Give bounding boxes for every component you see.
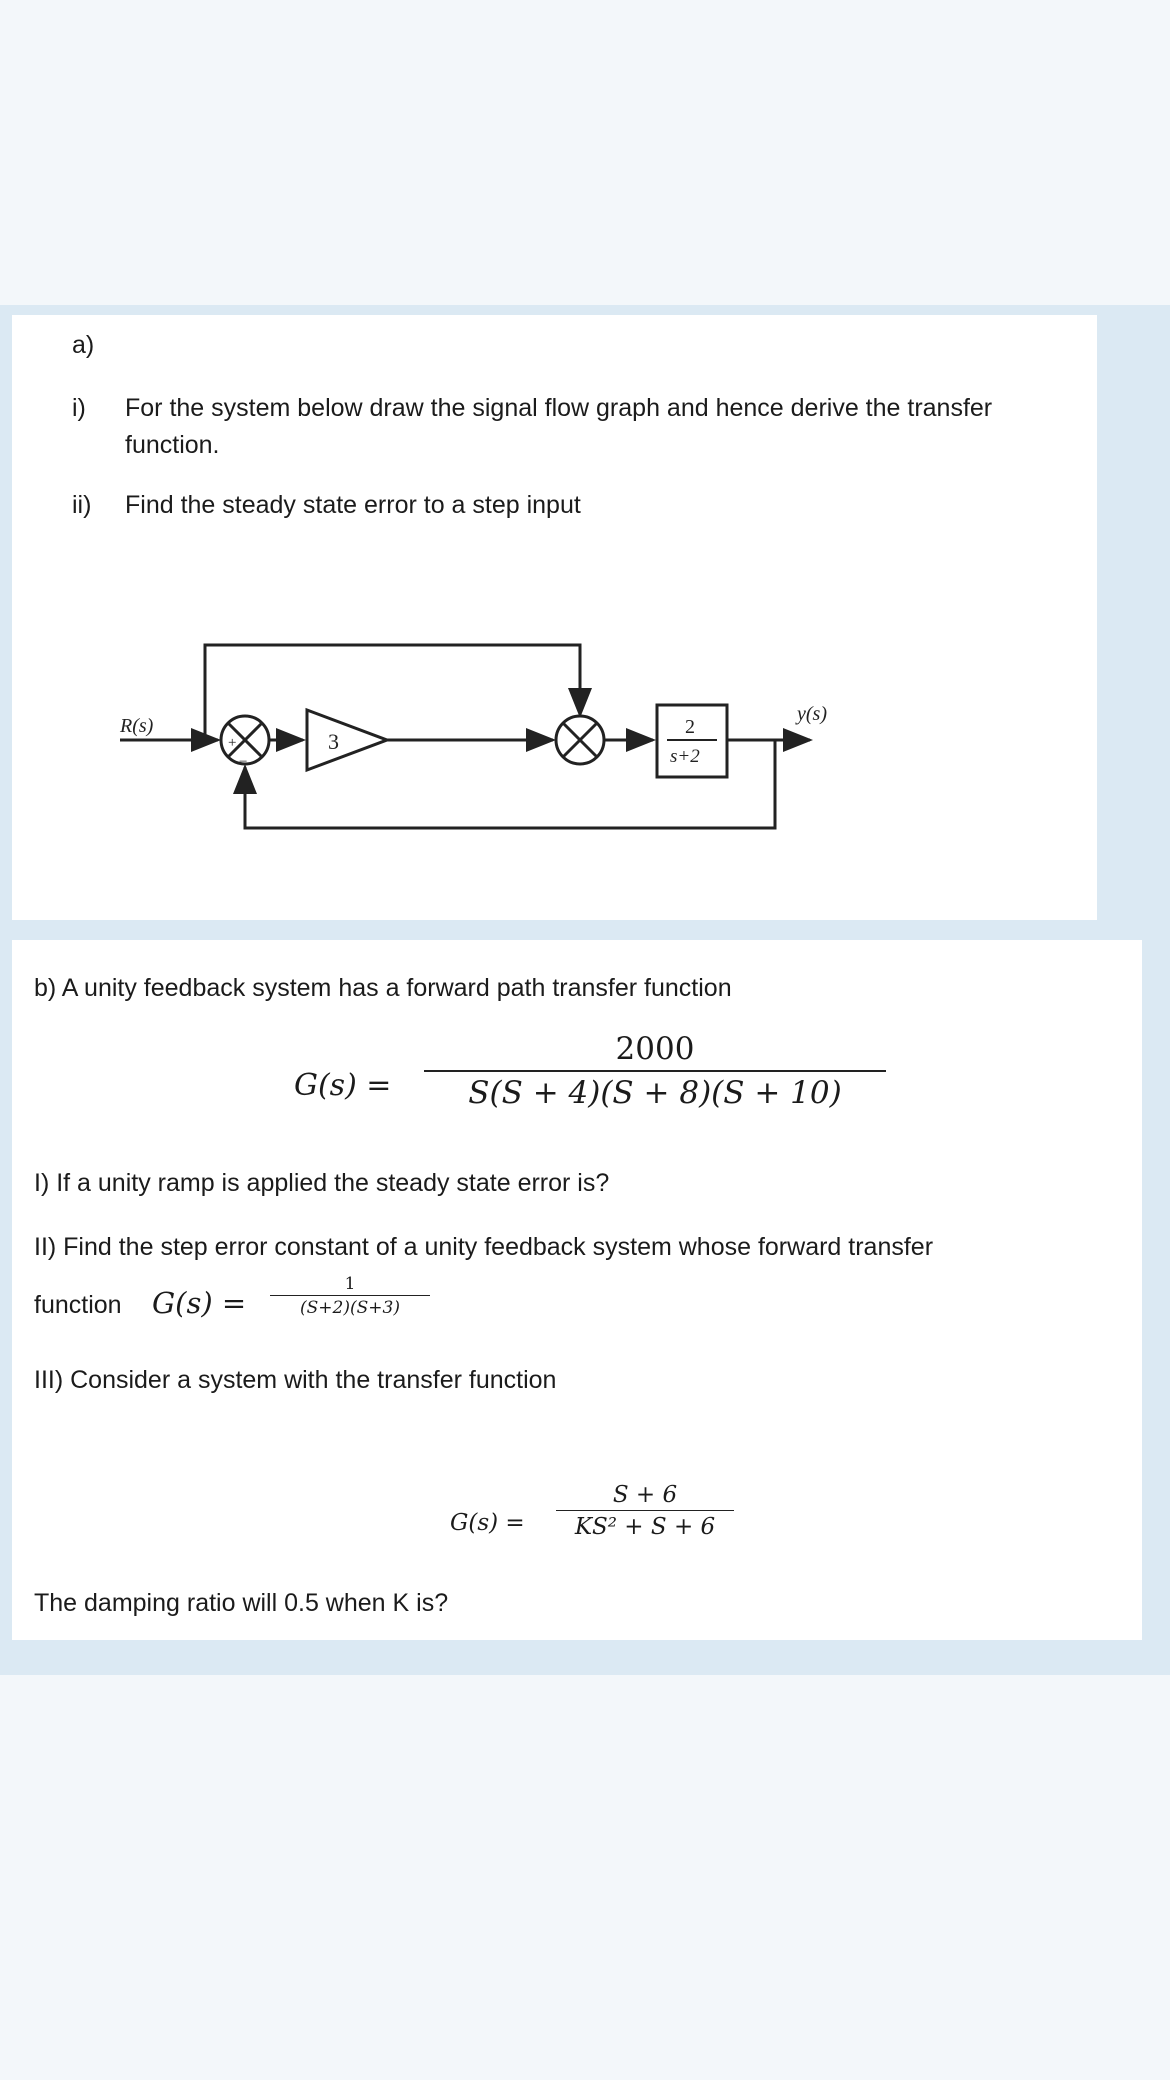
question-iii: III) Consider a system with the transfer function <box>34 1366 557 1394</box>
eq2-numerator: 1 <box>344 1274 356 1294</box>
question-iii-end: The damping ratio will 0.5 when K is? <box>34 1589 449 1617</box>
tf-numerator: 2 <box>685 716 695 738</box>
item-ii-text: Find the steady state error to a step input <box>125 491 581 519</box>
eq1-lhs: G(s) = <box>294 1068 392 1103</box>
svg-text:+: + <box>228 735 237 751</box>
input-label: R(s) <box>120 715 154 737</box>
part-b-card <box>12 940 1142 1640</box>
part-b-intro: b) A unity feedback system has a forward path transfer function <box>34 974 732 1002</box>
item-i-text: For the system below draw the signal flow graph and hence derive the transfer <box>125 394 993 422</box>
question-ii-prefix: function <box>34 1291 122 1319</box>
eq3-denominator: KS² + S + 6 <box>574 1514 716 1540</box>
part-a-card <box>12 315 1097 920</box>
item-i-text-cont: function. <box>125 431 220 459</box>
output-label: y(s) <box>797 703 827 725</box>
transfer-function-block <box>657 705 727 777</box>
eq3-fraction <box>556 1480 734 1543</box>
gain-block <box>307 710 387 770</box>
eq2-denominator: (S+2)(S+3) <box>300 1298 400 1318</box>
eq1-numerator: 2000 <box>615 1031 695 1067</box>
eq2-fraction <box>270 1273 430 1320</box>
svg-text:−: − <box>239 754 248 770</box>
question-i: I) If a unity ramp is applied the steady state error is? <box>34 1169 610 1197</box>
gain-value: 3 <box>328 729 339 754</box>
summing-junction-1 <box>221 716 269 770</box>
part-a-label: a) <box>72 331 95 359</box>
item-ii-marker: ii) <box>72 491 92 519</box>
block-diagram <box>75 600 875 850</box>
eq2-lhs: G(s) = <box>152 1286 247 1320</box>
item-i-marker: i) <box>72 394 86 422</box>
tf-denominator: s+2 <box>670 746 700 767</box>
summing-junction-2 <box>556 716 604 764</box>
question-ii-line1: II) Find the step error constant of a unity feedback system whose forward transfer <box>34 1233 934 1261</box>
eq3-lhs: G(s) = <box>450 1510 525 1536</box>
eq1-denominator: S(S + 4)(S + 8)(S + 10) <box>468 1075 842 1111</box>
eq3-numerator: S + 6 <box>612 1482 678 1508</box>
eq1-fraction <box>424 1028 886 1114</box>
